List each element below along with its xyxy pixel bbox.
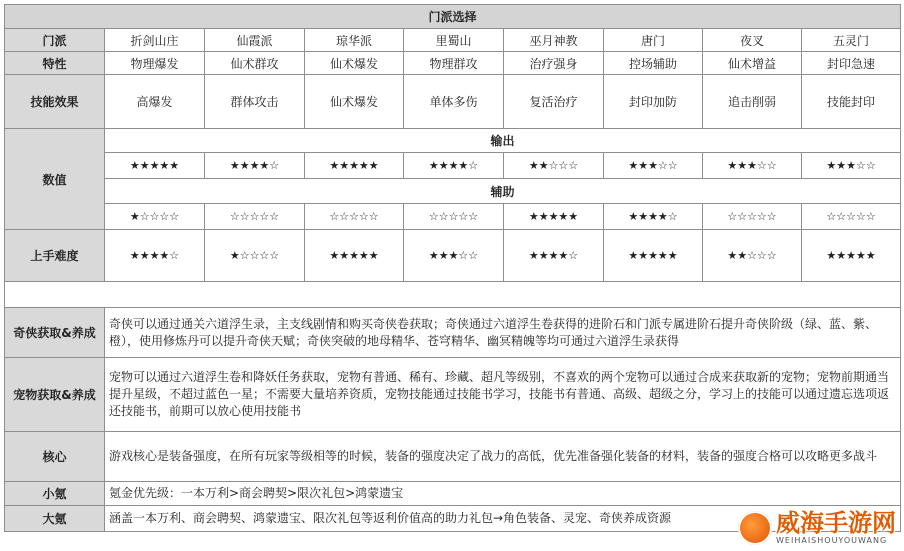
pet-row (5, 358, 901, 432)
label-skill: 技能效果 (5, 75, 105, 129)
small-spender-row (5, 482, 901, 506)
difficulty-rating: ★★★★★ (305, 230, 404, 282)
output-row (5, 153, 901, 179)
label-pet: 宠物获取&养成 (5, 358, 105, 432)
trait-cell: 仙术群攻 (205, 52, 305, 75)
skill-cell: 仙术爆发 (305, 75, 404, 129)
difficulty-rating: ★★☆☆☆ (703, 230, 802, 282)
difficulty-rating: ★★★★★ (802, 230, 901, 282)
skill-cell: 封印加防 (604, 75, 703, 129)
core-row (5, 432, 901, 482)
label-big-spender: 大氪 (5, 506, 105, 532)
skill-row (5, 75, 901, 129)
difficulty-row (5, 230, 901, 282)
trait-cell: 物理群攻 (404, 52, 504, 75)
output-rating: ★★★★☆ (205, 153, 305, 179)
sect-name: 巫月神教 (504, 29, 604, 52)
watermark-name: 威海手游网 (776, 509, 896, 537)
difficulty-rating: ★★★★☆ (504, 230, 604, 282)
watermark-sub: WEIHAISHOUYOUWANG (776, 536, 888, 545)
trait-cell: 仙术爆发 (305, 52, 404, 75)
output-rating: ★★★★★ (305, 153, 404, 179)
output-header-row (5, 129, 901, 153)
support-rating: ☆☆☆☆☆ (205, 204, 305, 230)
trait-cell: 控场辅助 (604, 52, 703, 75)
watermark-text (776, 510, 896, 545)
difficulty-rating: ★★★☆☆ (404, 230, 504, 282)
sect-table (4, 4, 901, 532)
support-rating: ☆☆☆☆☆ (802, 204, 901, 230)
spacer-cell (5, 282, 901, 308)
sect-name: 五灵门 (802, 29, 901, 52)
output-rating: ★★★★☆ (404, 153, 504, 179)
support-rating: ★★★★☆ (604, 204, 703, 230)
spacer-row (5, 282, 901, 308)
support-header-row (5, 179, 901, 204)
trait-cell: 物理爆发 (105, 52, 205, 75)
skill-cell: 复活治疗 (504, 75, 604, 129)
difficulty-rating: ★★★★★ (604, 230, 703, 282)
label-core: 核心 (5, 432, 105, 482)
sect-name: 夜叉 (703, 29, 802, 52)
sect-name: 唐门 (604, 29, 703, 52)
label-difficulty: 上手难度 (5, 230, 105, 282)
sect-row (5, 29, 901, 52)
difficulty-rating: ★★★★☆ (105, 230, 205, 282)
sect-name: 折剑山庄 (105, 29, 205, 52)
difficulty-rating: ★☆☆☆☆ (205, 230, 305, 282)
output-rating: ★★★☆☆ (604, 153, 703, 179)
label-trait: 特性 (5, 52, 105, 75)
game-logo-icon (738, 511, 772, 545)
trait-cell: 封印急速 (802, 52, 901, 75)
sect-name: 仙霞派 (205, 29, 305, 52)
label-value: 数值 (5, 129, 105, 230)
pet-text: 宠物可以通过六道浮生卷和降妖任务获取，宠物有普通、稀有、珍藏、超凡等级别，不喜欢的两个宠物可以通过合成来获取新的宠物；宠物前期通当提升星级，不超过蓝色一星；不需要大量培养资质，宠物技能通过技能书学习，技能书有普通、高级、超级之分，学习上的技能可以通过遗忘选项返还技能书，前期可以放心使用技能书 (105, 358, 901, 432)
trait-row (5, 52, 901, 75)
trait-cell: 治疗强身 (504, 52, 604, 75)
skill-cell: 高爆发 (105, 75, 205, 129)
label-small-spender: 小氪 (5, 482, 105, 506)
output-rating: ★★★☆☆ (703, 153, 802, 179)
subheader-output: 输出 (105, 129, 901, 153)
support-rating: ☆☆☆☆☆ (404, 204, 504, 230)
skill-cell: 群体攻击 (205, 75, 305, 129)
skill-cell: 技能封印 (802, 75, 901, 129)
table-title: 门派选择 (5, 5, 901, 29)
watermark (738, 510, 896, 545)
skill-cell: 追击削弱 (703, 75, 802, 129)
trait-cell: 仙术增益 (703, 52, 802, 75)
small-spender-text: 氪金优先级：一本万利>商会聘契>限次礼包>鸿蒙遗宝 (105, 482, 901, 506)
sect-name: 琼华派 (305, 29, 404, 52)
label-companion: 奇侠获取&养成 (5, 308, 105, 358)
core-text: 游戏核心是装备强度，在所有玩家等级相等的时候，装备的强度决定了战力的高低，优先准备强化装备的材料，装备的强度合格可以攻略更多战斗 (105, 432, 901, 482)
support-rating: ☆☆☆☆☆ (305, 204, 404, 230)
support-rating: ☆☆☆☆☆ (703, 204, 802, 230)
companion-row (5, 308, 901, 358)
support-row (5, 204, 901, 230)
big-spender-text: 涵盖一本万利、商会聘契、鸿蒙遗宝、限次礼包等返利价值高的助力礼包→角色装备、灵宠、奇侠养成资源 (105, 506, 901, 532)
sect-name: 里蜀山 (404, 29, 504, 52)
support-rating: ★☆☆☆☆ (105, 204, 205, 230)
companion-text: 奇侠可以通过通关六道浮生录，主支线剧情和购买奇侠卷获取；奇侠通过六道浮生卷获得的进阶石和门派专属进阶石提升奇侠阶级（绿、蓝、紫、橙），使用修炼丹可以提升奇侠天赋；奇侠突破的地母精华、苍穹精华、幽冥精魄等均可通过六道浮生录获得 (105, 308, 901, 358)
support-rating: ★★★★★ (504, 204, 604, 230)
output-rating: ★★★★★ (105, 153, 205, 179)
output-rating: ★★★☆☆ (802, 153, 901, 179)
skill-cell: 单体多伤 (404, 75, 504, 129)
output-rating: ★★☆☆☆ (504, 153, 604, 179)
label-sect: 门派 (5, 29, 105, 52)
subheader-support: 辅助 (105, 179, 901, 204)
